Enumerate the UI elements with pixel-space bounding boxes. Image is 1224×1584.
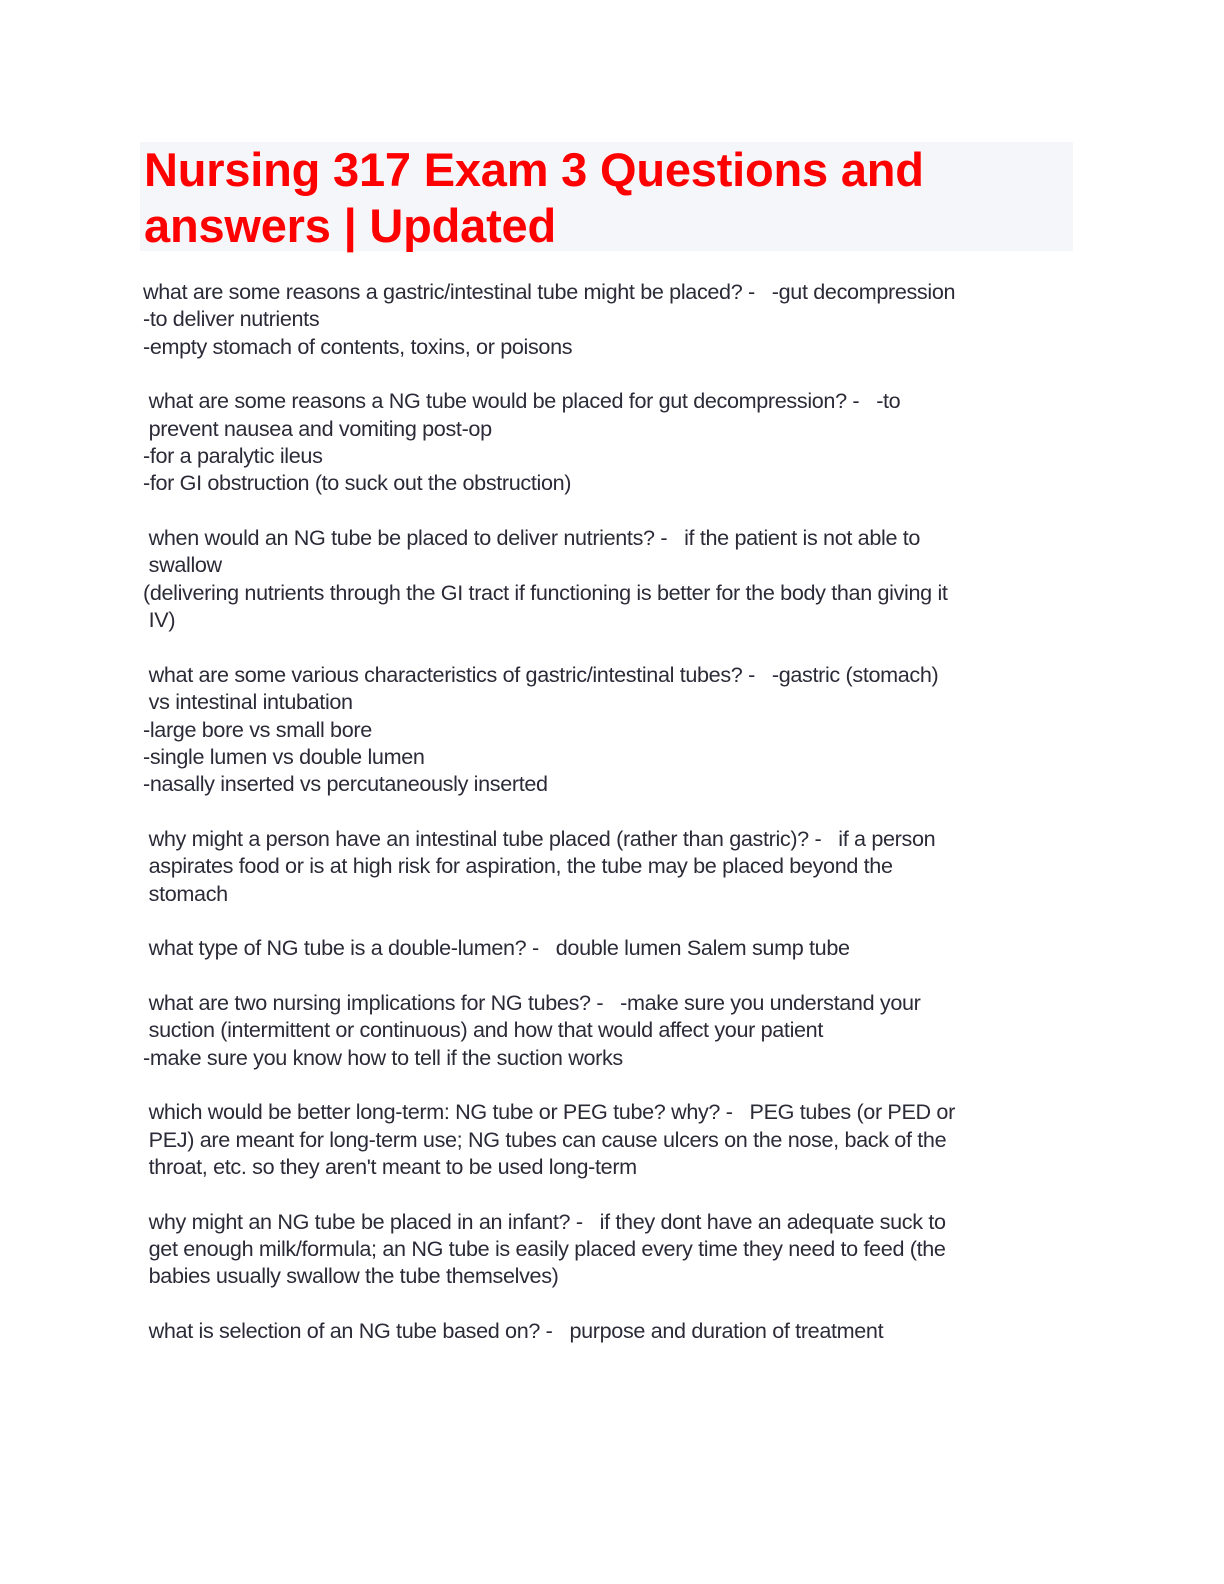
qa-line: what is selection of an NG tube based on? - purpose and duration of treatment [143,1318,884,1344]
qa-line: -empty stomach of contents, toxins, or poisons [143,333,573,359]
qa-line: what type of NG tube is a double-lumen? - double lumen Salem sump tube [143,935,850,961]
qa-line: -to deliver nutrients [143,306,320,332]
qa-line: -for a paralytic ileus [143,443,323,469]
qa-item [143,387,1073,496]
title-banner [140,142,1073,251]
title-line: answers | Updated [144,199,556,252]
qa-list [143,278,1073,1372]
qa-line: when would an NG tube be placed to deliver nutrients? - if the patient is not able to [143,525,921,551]
qa-item [143,825,1073,907]
qa-item [143,524,1073,633]
qa-line: throat, etc. so they aren't meant to be used long-term [143,1154,637,1179]
qa-line: why might an NG tube be placed in an infant? - if they dont have an adequate suck to [143,1208,946,1234]
qa-line: aspirates food or is at high risk for aspiration, the tube may be placed beyond the [143,853,893,879]
qa-line: IV) [143,607,176,633]
qa-line: -for GI obstruction (to suck out the obstruction) [143,470,572,496]
qa-line: -nasally inserted vs percutaneously inserted [143,771,548,797]
qa-line: -large bore vs small bore [143,716,372,742]
qa-item [143,934,1073,961]
qa-line: stomach [143,880,228,906]
qa-line: get enough milk/formula; an NG tube is easily placed every time they need to feed (the [143,1236,946,1262]
qa-line: vs intestinal intubation [143,689,353,715]
qa-item [143,989,1073,1071]
qa-item [143,1098,1073,1180]
qa-line: why might a person have an intestinal tube placed (rather than gastric)? - if a person [143,825,936,851]
qa-item [143,661,1073,798]
qa-line: what are two nursing implications for NG tubes? - -make sure you understand your [143,989,921,1015]
qa-line: PEJ) are meant for long-term use; NG tubes can cause ulcers on the nose, back of the [143,1126,947,1152]
qa-line: what are some reasons a NG tube would be placed for gut decompression? - -to [143,388,901,414]
qa-line: swallow [143,552,222,578]
qa-line: -single lumen vs double lumen [143,743,425,769]
qa-item [143,1317,1073,1344]
qa-line: what are some various characteristics of gastric/intestinal tubes? - -gastric (stomach) [143,661,939,687]
qa-line: (delivering nutrients through the GI tract if functioning is better for the body than giving it [143,579,948,605]
qa-line: babies usually swallow the tube themselves) [143,1263,559,1289]
title-line: Nursing 317 Exam 3 Questions and [144,143,924,196]
qa-line: which would be better long-term: NG tube or PEG tube? why? - PEG tubes (or PED or [143,1099,955,1125]
qa-line: -make sure you know how to tell if the suction works [143,1044,623,1070]
qa-line: prevent nausea and vomiting post-op [143,415,492,441]
page-title [140,142,1073,254]
qa-line: what are some reasons a gastric/intestinal tube might be placed? - -gut decompression [143,279,956,304]
qa-line: suction (intermittent or continuous) and how that would affect your patient [143,1017,823,1043]
qa-item [143,278,1073,360]
qa-item [143,1208,1073,1290]
